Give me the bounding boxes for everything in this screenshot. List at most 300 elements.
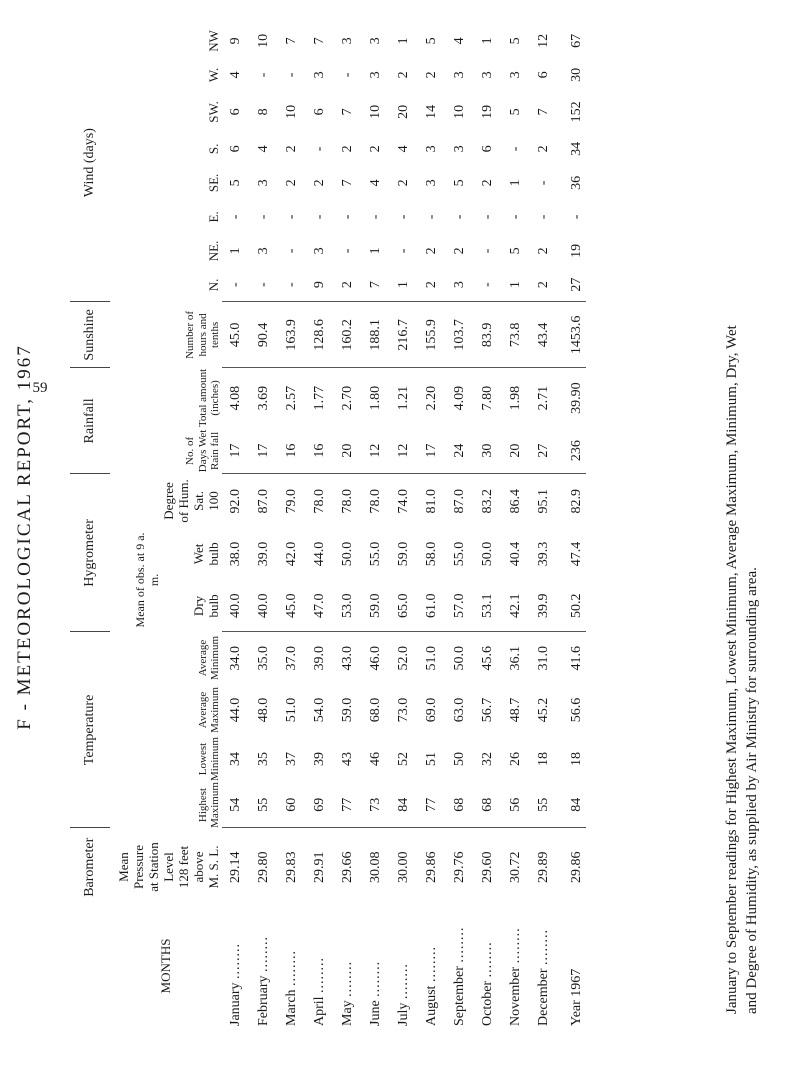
- wind-cell: 10: [452, 104, 467, 119]
- leader-dots: ........: [312, 956, 327, 993]
- wind-cell: -: [474, 268, 502, 302]
- sun-cell: 155.9: [418, 302, 446, 368]
- days-cell: 20: [502, 428, 530, 474]
- wind-cell: 1: [508, 179, 523, 187]
- rain-cell: 39.90: [569, 382, 584, 414]
- amax-cell: 56.7: [480, 697, 495, 723]
- wind-sw-header: SW.: [206, 101, 222, 123]
- rain-cell: 1.98: [508, 385, 523, 411]
- table-row: [446, 24, 474, 1026]
- amax-cell: 63.0: [452, 697, 467, 723]
- amin-cell: 50.0: [452, 645, 467, 671]
- wind-cell: 3: [424, 145, 439, 153]
- amin-cell: 45.6: [480, 645, 495, 671]
- wet-cell: 47.4: [569, 541, 584, 567]
- wind-cell: -: [340, 248, 355, 254]
- sun-cell: 188.1: [362, 302, 390, 368]
- wind-cell: -: [452, 214, 467, 220]
- group-temperature: Temperature: [70, 632, 110, 828]
- wet-cell: 39.0: [256, 541, 271, 567]
- rain-total-header: Total amount (inches): [196, 368, 222, 428]
- wind-cell: -: [250, 268, 278, 302]
- subheader-row: [110, 24, 162, 1026]
- table-row: [306, 24, 334, 1026]
- table-row: [474, 24, 502, 1026]
- leader-dots: ........: [228, 942, 243, 979]
- month-cell: December ........: [536, 928, 551, 1026]
- dry-cell: 47.0: [306, 580, 334, 632]
- amin-cell: 41.6: [569, 645, 584, 671]
- wind-se-header: SE.: [206, 173, 222, 193]
- sun-cell: 128.6: [306, 302, 334, 368]
- rain-cell: 4.09: [452, 385, 467, 411]
- wind-cell: 3: [256, 179, 271, 187]
- hmax-cell: 55: [250, 782, 278, 828]
- wind-cell: 14: [424, 104, 439, 119]
- rain-cell: 2.71: [536, 385, 551, 411]
- amin-cell: 51.0: [424, 645, 439, 671]
- wind-cell: 3: [340, 37, 355, 45]
- wind-cell: 5: [424, 37, 439, 45]
- wind-n-header: N.: [206, 278, 222, 292]
- wind-cell: 2: [334, 268, 362, 302]
- leader-dots: ........: [256, 935, 271, 972]
- wind-cell: 7: [340, 179, 355, 187]
- hum-cell: 83.2: [480, 488, 495, 514]
- wind-cell: 3: [368, 37, 383, 45]
- dry-cell: 40.0: [250, 580, 278, 632]
- hum-cell: 86.4: [508, 488, 523, 514]
- hum-cell: 79.0: [284, 488, 299, 514]
- days-cell: 24: [446, 428, 474, 474]
- group-sunshine: Sunshine: [70, 302, 110, 368]
- wind-cell: -: [424, 214, 439, 220]
- sun-cell: 216.7: [390, 302, 418, 368]
- wind-cell: 3: [452, 145, 467, 153]
- wet-cell: 58.0: [424, 541, 439, 567]
- dry-cell: 53.1: [474, 580, 502, 632]
- wind-cell: 1: [390, 268, 418, 302]
- sun-cell: 163.9: [278, 302, 306, 368]
- lmin-cell: 52: [396, 752, 411, 766]
- table-body: [222, 24, 586, 1026]
- days-cell: 16: [278, 428, 306, 474]
- wind-cell: 2: [396, 71, 411, 79]
- hum-cell: 81.0: [424, 488, 439, 514]
- wind-cell: 4: [228, 71, 243, 79]
- wet-cell: 50.0: [340, 541, 355, 567]
- month-cell: January ........: [228, 942, 243, 1026]
- days-cell: 236: [558, 428, 586, 474]
- pressure-cell: 29.89: [536, 851, 551, 883]
- amin-cell: 31.0: [536, 645, 551, 671]
- leader-dots: ........: [396, 963, 411, 1000]
- wind-cell: -: [368, 214, 383, 220]
- month-cell: June ........: [368, 960, 383, 1026]
- rain-cell: 1.77: [312, 385, 327, 411]
- hmax-cell: 69: [306, 782, 334, 828]
- hmax-cell: 54: [222, 782, 250, 828]
- amax-cell: 51.0: [284, 697, 299, 723]
- lmin-cell: 18: [569, 752, 584, 766]
- dry-cell: 59.0: [362, 580, 390, 632]
- wind-cell: 4: [368, 179, 383, 187]
- table-row: [502, 24, 530, 1026]
- amax-cell: 69.0: [424, 697, 439, 723]
- wind-cell: 2: [396, 179, 411, 187]
- wind-cell: -: [396, 248, 411, 254]
- rain-cell: 2.20: [424, 385, 439, 411]
- wind-cell: 9: [228, 37, 243, 45]
- hum-cell: 78.0: [312, 488, 327, 514]
- wind-cell: 3: [424, 179, 439, 187]
- wind-cell: 5: [228, 179, 243, 187]
- amax-cell: 68.0: [368, 697, 383, 723]
- amin-cell: 43.0: [340, 645, 355, 671]
- wind-cell: 152: [569, 101, 584, 123]
- dry-cell: 40.0: [222, 580, 250, 632]
- wind-cell: 2: [312, 179, 327, 187]
- lmin-cell: 43: [340, 752, 355, 766]
- table-row: [278, 24, 306, 1026]
- wet-cell: 42.0: [284, 541, 299, 567]
- degree-header: Degree of Hum. Sat. 100: [161, 479, 222, 523]
- wind-cell: -: [569, 214, 584, 220]
- month-cell: August ........: [424, 946, 439, 1026]
- wind-s-header: S.: [206, 143, 222, 155]
- pressure-cell: 29.66: [340, 851, 355, 883]
- amin-cell: 46.0: [368, 645, 383, 671]
- wind-cell: -: [278, 268, 306, 302]
- sun-cell: 45.0: [222, 302, 250, 368]
- wind-cell: 4: [452, 37, 467, 45]
- month-cell: November ........: [508, 927, 523, 1026]
- dry-cell: 57.0: [446, 580, 474, 632]
- hum-cell: 95.1: [536, 488, 551, 514]
- wet-cell: 59.0: [396, 541, 411, 567]
- leader-dots: ........: [536, 928, 551, 965]
- hmax-cell: 84: [558, 782, 586, 828]
- days-cell: 17: [222, 428, 250, 474]
- hum-cell: 92.0: [228, 488, 243, 514]
- sun-cell: 103.7: [446, 302, 474, 368]
- leader-dots: ........: [424, 946, 439, 983]
- wind-cell: 1: [502, 268, 530, 302]
- hmax-cell: 68: [446, 782, 474, 828]
- wind-cell: 3: [508, 71, 523, 79]
- hum-cell: 87.0: [452, 488, 467, 514]
- amax-cell: 48.7: [508, 697, 523, 723]
- hmax-cell: 55: [530, 782, 558, 828]
- hum-cell: 78.0: [340, 488, 355, 514]
- days-cell: 27: [530, 428, 558, 474]
- lmin-cell: 34: [228, 752, 243, 766]
- wind-cell: -: [480, 248, 495, 254]
- page-title: F - METEOROLOGICAL REPORT, 1967: [14, 344, 35, 730]
- amin-cell: 52.0: [396, 645, 411, 671]
- highest-max-header: Highest Maximum: [196, 782, 222, 828]
- wind-cell: 3: [312, 247, 327, 255]
- wind-cell: -: [256, 214, 271, 220]
- wind-cell: 2: [480, 179, 495, 187]
- wind-cell: -: [340, 72, 355, 78]
- wind-cell: 2: [424, 247, 439, 255]
- wind-cell: 30: [569, 67, 584, 82]
- month-cell: Year 1967: [569, 968, 584, 1026]
- wind-w-header: W.: [206, 67, 222, 83]
- wind-cell: -: [284, 214, 299, 220]
- pressure-cell: 29.91: [312, 851, 327, 883]
- month-cell: May ........: [340, 960, 355, 1026]
- page-number: 59: [32, 380, 48, 396]
- wet-bulb-header: Wet bulb: [191, 542, 222, 566]
- amax-cell: 45.2: [536, 697, 551, 723]
- wind-cell: 7: [362, 268, 390, 302]
- hmax-cell: 68: [474, 782, 502, 828]
- amin-cell: 37.0: [284, 645, 299, 671]
- amax-cell: 44.0: [228, 697, 243, 723]
- wind-cell: 1: [368, 247, 383, 255]
- hmax-cell: 77: [334, 782, 362, 828]
- wind-cell: 7: [536, 108, 551, 116]
- year-total-row: [558, 24, 586, 1026]
- wind-cell: 7: [340, 108, 355, 116]
- wind-cell: 2: [284, 145, 299, 153]
- wind-cell: 1: [396, 37, 411, 45]
- wind-cell: 6: [312, 108, 327, 116]
- hum-cell: 74.0: [396, 488, 411, 514]
- wind-cell: -: [284, 72, 299, 78]
- wind-cell: 3: [368, 71, 383, 79]
- amin-cell: 34.0: [228, 645, 243, 671]
- dry-cell: 61.0: [418, 580, 446, 632]
- pressure-cell: 29.60: [480, 851, 495, 883]
- wind-cell: 6: [228, 145, 243, 153]
- table-row: [362, 24, 390, 1026]
- footnote-line: January to September readings for Highest Maximum, Lowest Minimum, Average Maximum, Minimum, Dry, Wet: [724, 325, 740, 1014]
- dry-cell: 53.0: [334, 580, 362, 632]
- footnote-line: and Degree of Humidity, as supplied by Air Ministry for surrounding area.: [744, 567, 760, 1014]
- wind-cell: -: [312, 214, 327, 220]
- mean-obs-header: Mean of obs. at 9 a. m.: [133, 532, 162, 628]
- leader-dots: ........: [340, 960, 355, 997]
- wind-cell: -: [222, 268, 250, 302]
- table-row: [418, 24, 446, 1026]
- rain-cell: 1.80: [368, 385, 383, 411]
- sun-cell: 160.2: [334, 302, 362, 368]
- hmax-cell: 84: [390, 782, 418, 828]
- table-row: [334, 24, 362, 1026]
- days-cell: 12: [390, 428, 418, 474]
- wind-cell: -: [480, 214, 495, 220]
- footnote: [722, 34, 762, 1014]
- wind-e-header: E.: [206, 211, 222, 223]
- days-cell: 30: [474, 428, 502, 474]
- dry-cell: 65.0: [390, 580, 418, 632]
- wind-cell: 10: [284, 104, 299, 119]
- wind-cell: -: [536, 180, 551, 186]
- wind-cell: 9: [306, 268, 334, 302]
- group-hygrometer: Hygrometer: [70, 474, 110, 632]
- rain-cell: 3.69: [256, 385, 271, 411]
- wind-cell: 3: [256, 247, 271, 255]
- table-row: [250, 24, 278, 1026]
- avg-min-header: Average Minimum: [196, 635, 222, 680]
- month-cell: February ........: [256, 935, 271, 1026]
- avg-max-header: Average Maximum: [196, 687, 222, 733]
- pressure-cell: 29.86: [424, 851, 439, 883]
- pressure-cell: 29.86: [569, 851, 584, 883]
- pressure-cell: 29.76: [452, 851, 467, 883]
- leader-dots: ........: [284, 949, 299, 986]
- days-cell: 17: [418, 428, 446, 474]
- wind-cell: -: [508, 214, 523, 220]
- wind-cell: 20: [396, 104, 411, 119]
- wind-cell: 5: [508, 247, 523, 255]
- leader-dots: ........: [368, 960, 383, 997]
- dry-cell: 39.9: [530, 580, 558, 632]
- wind-cell: -: [284, 248, 299, 254]
- days-cell: 16: [306, 428, 334, 474]
- wind-cell: 6: [228, 108, 243, 116]
- hmax-cell: 73: [362, 782, 390, 828]
- wind-cell: 5: [508, 37, 523, 45]
- group-wind: Wind (days): [70, 24, 110, 302]
- lmin-cell: 26: [508, 752, 523, 766]
- wind-cell: 3: [452, 71, 467, 79]
- month-cell: March ........: [284, 949, 299, 1026]
- hum-cell: 82.9: [569, 488, 584, 514]
- wind-cell: 3: [446, 268, 474, 302]
- dry-cell: 42.1: [502, 580, 530, 632]
- wind-cell: 7: [312, 37, 327, 45]
- amax-cell: 73.0: [396, 697, 411, 723]
- wind-cell: 19: [480, 104, 495, 119]
- sun-cell: 1453.6: [558, 302, 586, 368]
- leader-dots: ........: [480, 941, 495, 978]
- amin-cell: 35.0: [256, 645, 271, 671]
- wind-cell: 27: [558, 268, 586, 302]
- rain-cell: 2.57: [284, 385, 299, 411]
- table-row: [530, 24, 558, 1026]
- sunshine-header: Number of hours and tenths: [184, 310, 222, 359]
- wind-cell: -: [508, 146, 523, 152]
- month-cell: July ........: [396, 963, 411, 1026]
- lmin-cell: 32: [480, 752, 495, 766]
- leader-dots: ........: [508, 927, 523, 964]
- meteorological-table: [70, 24, 586, 1026]
- wind-cell: 7: [284, 37, 299, 45]
- wind-cell: 2: [424, 71, 439, 79]
- wet-cell: 50.0: [480, 541, 495, 567]
- wind-cell: 1: [480, 37, 495, 45]
- table-row: [222, 24, 250, 1026]
- wet-cell: 40.4: [508, 541, 523, 567]
- pressure-cell: 29.14: [228, 851, 243, 883]
- wet-cell: 55.0: [452, 541, 467, 567]
- month-cell: September ........: [452, 926, 467, 1026]
- wind-cell: 2: [452, 247, 467, 255]
- amax-cell: 59.0: [340, 697, 355, 723]
- hum-cell: 78.0: [368, 488, 383, 514]
- lowest-min-header: Lowest Minimum: [196, 737, 222, 782]
- wind-cell: 1: [228, 247, 243, 255]
- lmin-cell: 18: [536, 752, 551, 766]
- sun-cell: 43.4: [530, 302, 558, 368]
- wind-cell: 2: [530, 268, 558, 302]
- rain-cell: 1.21: [396, 385, 411, 411]
- wind-cell: 19: [569, 243, 584, 258]
- wind-cell: 2: [368, 145, 383, 153]
- wind-nw-header: NW: [206, 30, 222, 52]
- pressure-cell: 29.80: [256, 851, 271, 883]
- wind-cell: 6: [480, 145, 495, 153]
- group-rainfall: Rainfall: [70, 368, 110, 474]
- wind-cell: 36: [569, 175, 584, 190]
- wind-ne-header: NE.: [206, 240, 222, 262]
- wind-cell: 3: [312, 71, 327, 79]
- amin-cell: 36.1: [508, 645, 523, 671]
- lmin-cell: 39: [312, 752, 327, 766]
- month-cell: October ........: [480, 941, 495, 1026]
- dry-bulb-header: Dry bulb: [191, 594, 222, 618]
- wet-days-header: No. of Days Wet Rain fall: [184, 429, 222, 473]
- lmin-cell: 51: [424, 752, 439, 766]
- amin-cell: 39.0: [312, 645, 327, 671]
- group-barometer: Barometer: [81, 837, 97, 897]
- month-cell: April ........: [312, 956, 327, 1026]
- wind-cell: -: [256, 72, 271, 78]
- lmin-cell: 50: [452, 752, 467, 766]
- pressure-cell: 30.08: [368, 851, 383, 883]
- wind-cell: -: [536, 214, 551, 220]
- pressure-cell: 30.00: [396, 851, 411, 883]
- dry-cell: 45.0: [278, 580, 306, 632]
- leader-dots: ........: [452, 926, 467, 963]
- lmin-cell: 37: [284, 752, 299, 766]
- days-cell: 20: [334, 428, 362, 474]
- hum-cell: 87.0: [256, 488, 271, 514]
- sun-cell: 73.8: [502, 302, 530, 368]
- lmin-cell: 46: [368, 752, 383, 766]
- lmin-cell: 35: [256, 752, 271, 766]
- wind-cell: 2: [340, 145, 355, 153]
- wind-cell: 2: [284, 179, 299, 187]
- amax-cell: 56.6: [569, 697, 584, 723]
- days-cell: 17: [250, 428, 278, 474]
- wind-cell: -: [340, 214, 355, 220]
- sun-cell: 83.9: [474, 302, 502, 368]
- rain-cell: 7.80: [480, 385, 495, 411]
- wind-cell: -: [228, 214, 243, 220]
- wind-cell: 10: [368, 104, 383, 119]
- hmax-cell: 60: [278, 782, 306, 828]
- amax-cell: 54.0: [312, 697, 327, 723]
- days-cell: 12: [362, 428, 390, 474]
- wind-cell: 2: [536, 145, 551, 153]
- wind-cell: 2: [536, 247, 551, 255]
- wind-cell: 5: [508, 108, 523, 116]
- wind-cell: 10: [256, 33, 271, 48]
- wind-cell: 6: [536, 71, 551, 79]
- group-header-row: [70, 24, 110, 1026]
- wet-cell: 44.0: [312, 541, 327, 567]
- hmax-cell: 77: [418, 782, 446, 828]
- pressure-header: Mean Pressure at Station Level 128 feet above M. S. L.: [116, 842, 222, 892]
- wind-cell: -: [312, 146, 327, 152]
- wind-cell: 12: [536, 33, 551, 48]
- wet-cell: 39.3: [536, 541, 551, 567]
